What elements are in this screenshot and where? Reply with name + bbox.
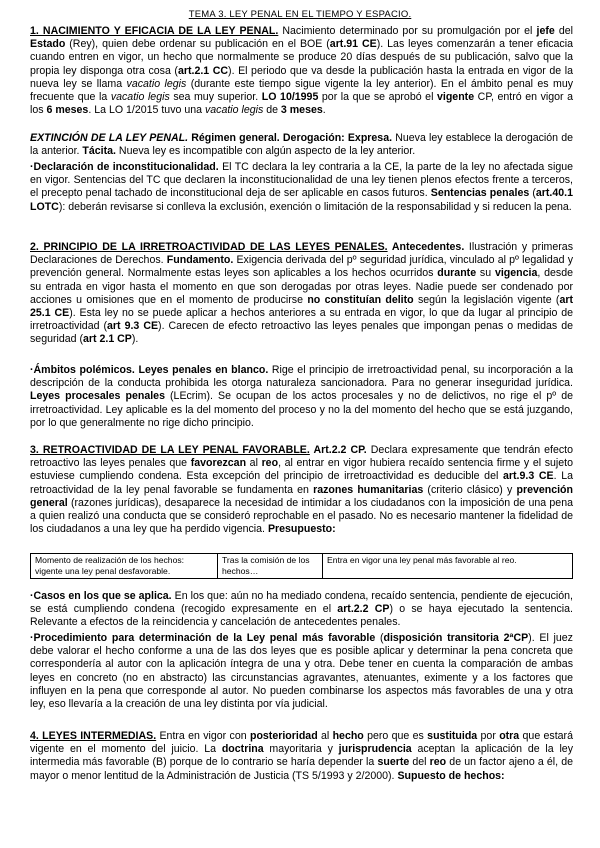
document-title: TEMA 3. LEY PENAL EN EL TIEMPO Y ESPACIO.	[188, 9, 412, 20]
section-4-heading: 4. LEYES INTERMEDIAS.	[30, 730, 157, 742]
extincion-heading: EXTINCIÓN DE LA LEY PENAL.	[30, 132, 189, 144]
section-ambitos-polemicos: ·Ámbitos polémicos. Leyes penales en blanco. Rige el principio de irretroactividad penal, su incorporación a la descripción de la conducta prohibida les otorga naturaleza sancionadora. Para no generar inseguridad jurídica. Leyes procesales penales (LEcrim). Se ocupan de los actos procesales y no de delictivos, no rige el pº de irretroactividad. Ley aplicable es la del momento del proceso y no la del momento del hecho que se está juzgando, por lo que generalmente no rige dicho principio.	[30, 364, 573, 429]
section-procedimiento: ·Procedimiento para determinación de la Ley penal más favorable (disposición transitoria 2ªCP). El juez debe valorar el hecho conforme a una de las dos leyes que es posible aplicar y determinar la pena concreta que correspondería al autor con la aplicación íntegra de una y otra. Debe tener en cuenta la comparación de ambas leyes en concreto (no en abstracto) las circunstancias agravantes, atenuantes, eximente y a los factores que influyen en la pena que corresponde al autor. No pueden combinarse los aspectos más favorables de una y otra ley, eso llevaría a la creación de una ley distinta por vía judicial.	[30, 632, 573, 711]
section-3-retroactividad: 3. RETROACTIVIDAD DE LA LEY PENAL FAVORABLE. Art.2.2 CP. Declara expresamente que tendrán efecto retroactivo las leyes penales que favorezcan al reo, al entrar en vigor hubiera recaído sentencia firme y el sujeto estuviese cumpliendo condena. Esta excepción del principio de irretroactividad es deducible del art.9.3 CE. La retroactividad de la ley penal favorable se fundamenta en razones humanitarias (criterio clásico) y prevención general (razones jurídicas), desaparece la necesidad de intimidar a los ciudadanos con la imposición de una pena a quien realizó una conducta que se consideró reprochable en el pasado. No es necesario mantener la fidelidad de los ciudadanos a una ley que ha perdido vigencia. Presupuesto:	[30, 444, 574, 536]
table-cell-tras: Tras la comisión de los hechos…	[218, 554, 323, 579]
table-cell-momento: Momento de realización de los hechos: vigente una ley penal desfavorable.	[31, 554, 218, 579]
section-1-heading: 1. NACIMIENTO Y EFICACIA DE LA LEY PENAL.	[30, 25, 279, 37]
section-2-heading: 2. PRINCIPIO DE LA IRRETROACTIVIDAD DE LAS LEYES PENALES.	[30, 241, 388, 253]
section-inconstitucionalidad: ·Declaración de inconstitucionalidad. El TC declara la ley contraria a la CE, la parte de la ley no afectada sigue en vigor. Sentencias del TC que declaren la inconstitucionalidad de una ley tienen plenos efectos frente a terceros, el precepto penal tachado de inconstitucional deja de ser aplicable en casos futuros. Sentencias penales (art.40.1 LOTC): deberán revisarse si conlleva la exclusión, exención o limitación de la responsabilidad y si reducen la pena.	[30, 161, 573, 213]
section-2-irretroactividad: 2. PRINCIPIO DE LA IRRETROACTIVIDAD DE LAS LEYES PENALES. Antecedentes. Ilustración y primeras Declaraciones de Derechos. Fundamento. Exigencia derivada del pº seguridad jurídica, vinculado al pº legalidad y prevención general. Normalmente estas leyes son aplicables a los hechos ocurridos durante su vigencia, desde su entrada en vigor hasta el momento en que son derogadas por otras leyes. Nadie puede ser condenado por acciones u omisiones que en el momento de producirse no constituían delito según la legislación vigente (art 25.1 CE). Esta ley no se puede aplicar a hechos anteriores a su entrada en vigor, lo que da lugar al principio de irretroactividad (art 9.3 CE). Carecen de efecto retroactivo las leyes penales que impongan penas o medidas de seguridad (art 2.1 CP).	[30, 241, 574, 346]
presupuesto-table	[30, 553, 573, 579]
section-extincion: EXTINCIÓN DE LA LEY PENAL. Régimen general. Derogación: Expresa. Nueva ley establece la derogación de la anterior. Tácita. Nueva ley es incompatible con algún aspecto de la ley anterior.	[30, 132, 573, 158]
table-row	[31, 554, 573, 579]
table-cell-entra: Entra en vigor una ley penal más favorable al reo.	[323, 554, 573, 579]
section-4-leyes-intermedias: 4. LEYES INTERMEDIAS. Entra en vigor con posterioridad al hecho pero que es sustituida por otra que estará vigente en el momento del juicio. La doctrina mayoritaria y jurisprudencia aceptan la aplicación de la ley intermedia más favorable (B) porque de lo contrario se haría depender la suerte del reo de un factor ajeno a él, de mayor o menor lentitud de la Administración de Justicia (TS 5/1993 y 2/2000). Supuesto de hechos:	[30, 730, 574, 782]
section-casos: ·Casos en los que se aplica. En los que: aún no ha mediado condena, recaído sentencia, pendiente de ejecución, se está cumpliendo condena (recogido expresamente en el art.2.2 CP) o se haya ejecutado la sentencia. Relevante a efectos de la reincidencia y cancelación de antecedentes penales.	[30, 590, 573, 629]
section-1-nacimiento: 1. NACIMIENTO Y EFICACIA DE LA LEY PENAL. Nacimiento determinado por su promulgación por el jefe del Estado (Rey), quien debe ordenar su publicación en el BOE (art.91 CE). Las leyes comenzarán a tener eficacia cuando entren en vigor, un hecho que normalmente se produce 20 días después de su publicación, salvo que la propia ley disponga otra cosa (art.2.1 CC). El periodo que va desde la publicación hasta la entrada en vigor de la nueva ley se llama vacatio legis (durante este tiempo sigue vigente la ley anterior). En el ámbito penal es muy frecuente que la vacatio legis sea muy superior. LO 10/1995 por la que se aprobó el vigente CP, entró en vigor a los 6 meses. La LO 1/2015 tuvo una vacatio legis de 3 meses.	[30, 25, 574, 117]
section-3-heading: 3. RETROACTIVIDAD DE LA LEY PENAL FAVORABLE.	[30, 444, 310, 456]
